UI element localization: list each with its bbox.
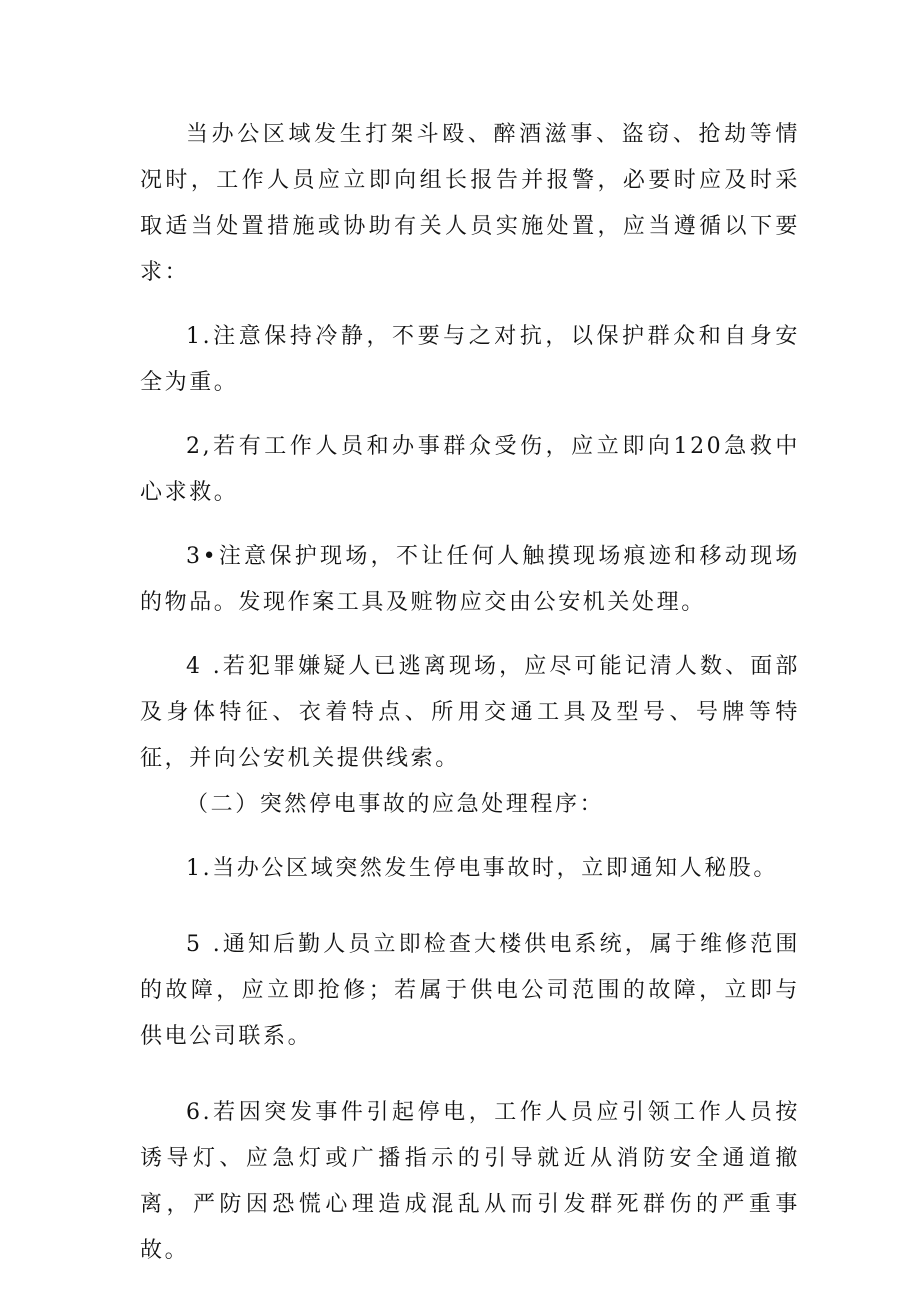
paragraph-item-1: 1.注意保持冷静，不要与之对抗，以保护群众和自身安全为重。: [140, 324, 800, 395]
paragraph-outage-item-1: 1.当办公区域突然发生停电事故时，立即通知人秘股。: [186, 856, 778, 881]
paragraph-item-2: 2,若有工作人员和办事群众受伤，应立即向120急救中心求救。: [140, 434, 800, 505]
paragraph-item-3: 3•注意保护现场，不让任何人触摸现场痕迹和移动现场的物品。发现作案工具及赃物应交由公安机关处理。: [140, 544, 800, 615]
paragraph-outage-item-5: 5 .通知后勤人员立即检查大楼供电系统，属于维修范围的故障，应立即抢修；若属于供电公司范围的故障，立即与供电公司联系。: [140, 932, 800, 1049]
section-heading-power-outage: （二）突然停电事故的应急处理程序：: [186, 792, 605, 817]
paragraph-outage-item-6: 6.若因突发事件引起停电，工作人员应引领工作人员按诱导灯、应急灯或广播指示的引导就近从消防安全通道撤离，严防因恐慌心理造成混乱从而引发群死群伤的严重事故。: [140, 1100, 800, 1263]
paragraph-incident-intro: 当办公区域发生打架斗殴、醉酒滋事、盗窃、抢劫等情况时，工作人员应立即向组长报告并报警，必要时应及时采取适当处置措施或协助有关人员实施处置，应当遵循以下要求：: [140, 122, 800, 285]
paragraph-item-4: 4 .若犯罪嫌疑人已逃离现场，应尽可能记清人数、面部及身体特征、衣着特点、所用交通工具及型号、号牌等特征，并向公安机关提供线索。: [140, 654, 800, 771]
document-body: [140, 112, 800, 1274]
